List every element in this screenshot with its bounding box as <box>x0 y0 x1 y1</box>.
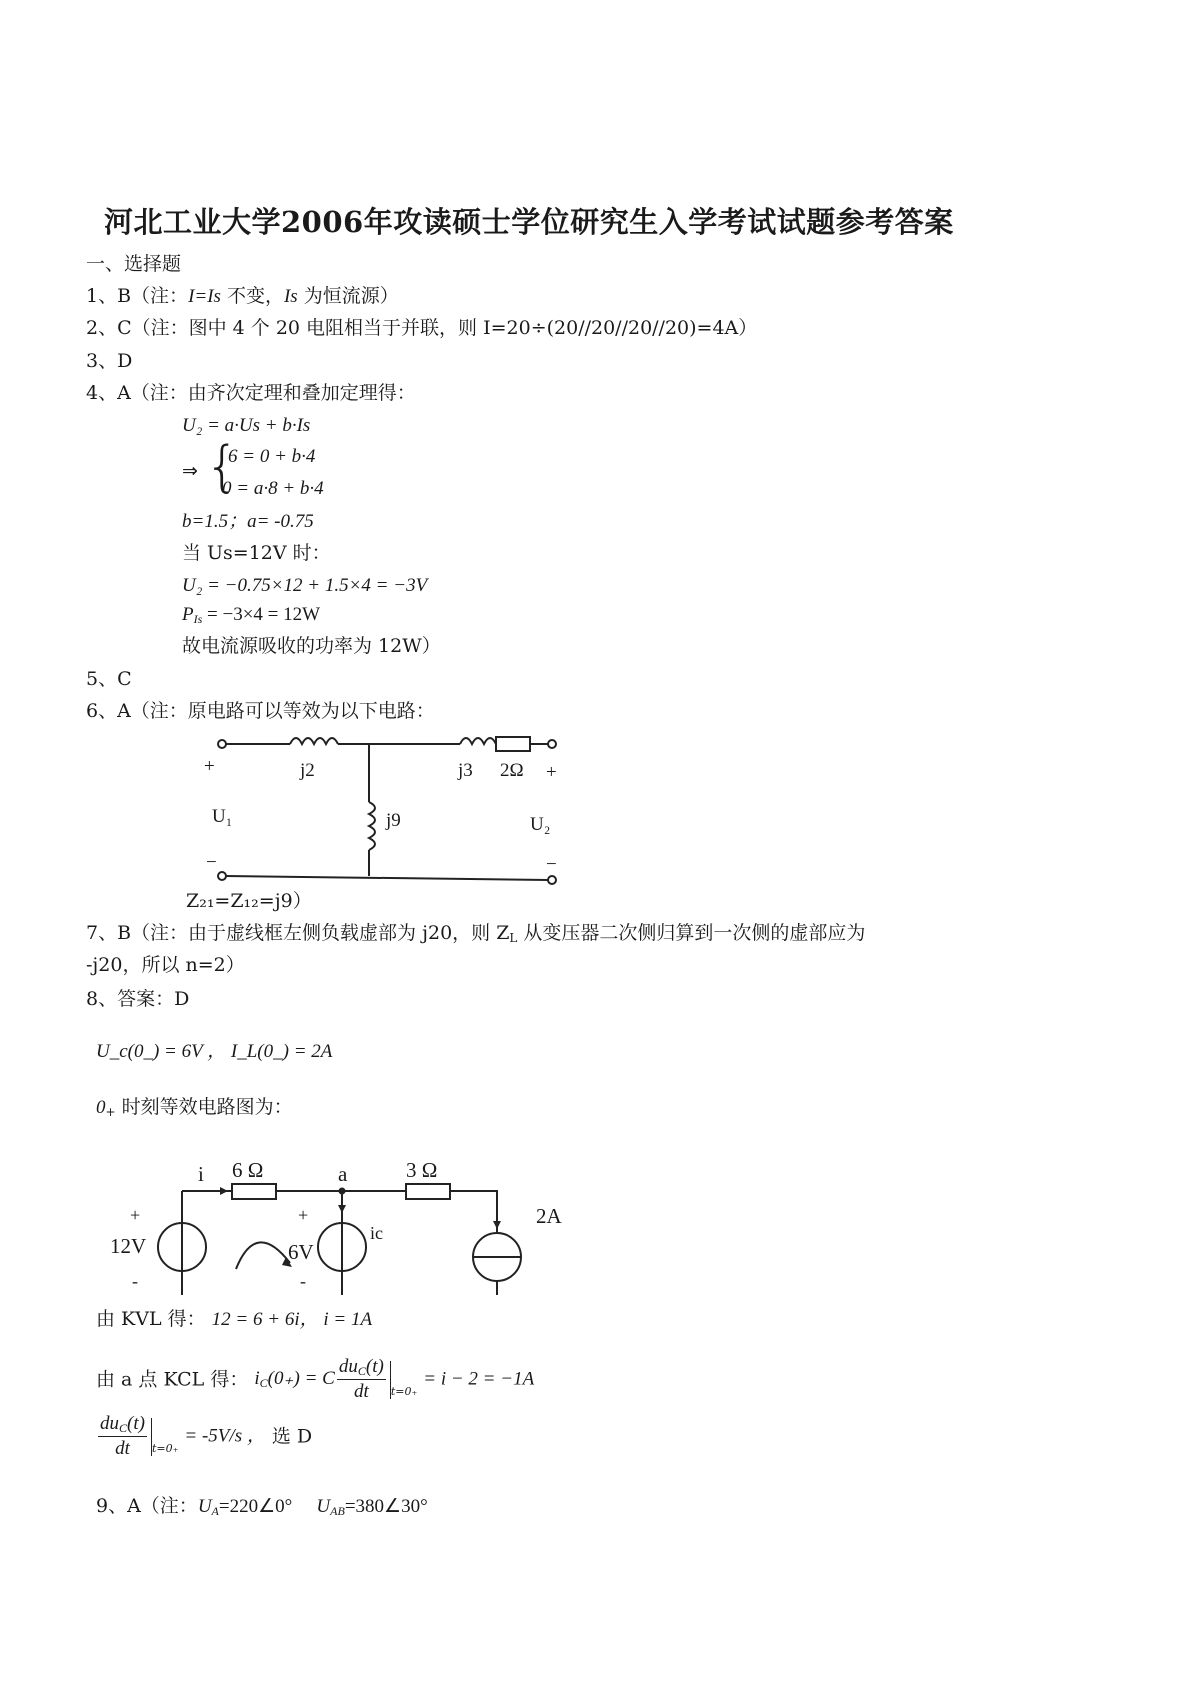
brace-icon: { <box>205 435 240 498</box>
label-u2: U₂ <box>530 814 551 835</box>
answer-4-implies: ⇒ <box>182 461 198 482</box>
terminal-top-left <box>218 740 226 748</box>
answer-1-label: 1、B（注： <box>86 285 189 307</box>
answer-4-sys1: 6 = 0 + b·4 <box>228 446 316 467</box>
kvl-label: 由 KVL 得： <box>96 1308 206 1330</box>
current-arrow-2a <box>493 1221 501 1229</box>
inductor-j9 <box>369 802 375 850</box>
answer-7-zl-sub: L <box>509 931 518 945</box>
node-a <box>339 1188 346 1195</box>
answer-6-label: 6、A（注：原电路可以等效为以下电路： <box>86 700 435 722</box>
uab-value: =380∠30° <box>344 1496 428 1517</box>
answer-7-line2: -j20，所以 n=2） <box>86 954 245 976</box>
minus-left: − <box>206 852 217 873</box>
eval-at: t=0₊ <box>390 1385 418 1399</box>
label-a: a <box>338 1162 348 1186</box>
answer-4-when: 当 Us=12V 时： <box>182 542 331 564</box>
frac-num: du <box>338 1356 358 1377</box>
derivative-fraction <box>337 1357 386 1403</box>
derivative-choice: 选 D <box>271 1425 313 1448</box>
uab-symbol: U <box>316 1496 331 1517</box>
answer-4-eq1: U₂ = a·Us + b·Is <box>182 415 311 436</box>
inductor-j2 <box>290 738 338 744</box>
label-6v: 6V <box>288 1240 314 1264</box>
ua-symbol: U <box>197 1496 212 1517</box>
label-u1: U₁ <box>212 806 233 827</box>
answer-7-line1-a: 7、B（注：由于虚线框左侧负载虚部为 j20，则 Z <box>86 922 510 944</box>
answer-4-eq3-sub: Is <box>193 612 203 626</box>
kcl-lhs: i <box>254 1368 260 1390</box>
answer-9 <box>96 1497 428 1517</box>
answer-4-eq3-p: P <box>182 604 194 625</box>
kcl-label: 由 a 点 KCL 得： <box>96 1368 249 1391</box>
answer-3: 3、D <box>86 350 133 372</box>
plus-12v: + <box>130 1205 141 1225</box>
label-j9: j9 <box>386 810 401 831</box>
answer-1-ieq: I=Is <box>188 286 221 307</box>
frac2-num-sub: C <box>119 1421 128 1435</box>
label-ic: ic <box>370 1223 383 1243</box>
answer-1-is: Is <box>283 286 298 307</box>
answer-2: 2、C（注：图中 4 个 20 电阻相当于并联，则 I=20÷(20//20//20//20)=4A） <box>86 317 758 339</box>
answer-1-text2: 为恒流源） <box>297 285 399 307</box>
label-2a: 2A <box>536 1204 562 1228</box>
answer-1 <box>86 287 399 306</box>
minus-6v: - <box>300 1271 306 1291</box>
label-12v: 12V <box>110 1234 147 1258</box>
frac2-num: du <box>100 1413 119 1434</box>
answer-4-result: b=1.5；a= -0.75 <box>182 511 314 532</box>
derivative-value: = -5V/s ， <box>184 1425 266 1447</box>
answer-4-eq3-rest: = −3×4 = 12W <box>202 604 321 625</box>
answer-8-kcl <box>96 1357 534 1403</box>
ua-sub: A <box>211 1504 219 1518</box>
label-3ohm: 3 Ω <box>406 1158 438 1182</box>
plus-right: + <box>546 762 557 783</box>
answer-9-label: 9、A（注： <box>96 1495 198 1517</box>
resistor-3ohm <box>406 1184 450 1199</box>
equivalent-circuit-diagram <box>100 1155 580 1295</box>
answer-8-initial-conditions: U_c(0_) = 6V ， I_L(0_) = 2A <box>96 1041 333 1062</box>
label-6ohm: 6 Ω <box>232 1158 264 1182</box>
frac-den: dt <box>353 1381 369 1403</box>
terminal-bottom-right <box>548 876 556 884</box>
label-j2: j2 <box>300 760 315 781</box>
section-heading: 一、选择题 <box>86 253 182 275</box>
answer-4-eq2: U₂ = −0.75×12 + 1.5×4 = −3V <box>182 575 428 596</box>
label-j3: j3 <box>458 760 473 781</box>
label-i: i <box>198 1162 204 1186</box>
current-arrow-i <box>220 1187 228 1195</box>
minus-right: − <box>546 854 557 875</box>
kcl-lhs-sub: C <box>259 1376 268 1391</box>
answer-8-eq-circuit-label <box>96 1098 293 1118</box>
answer-4-conclusion: 故电流源吸收的功率为 12W） <box>182 635 441 657</box>
two-port-circuit-diagram <box>190 728 570 888</box>
answer-4-eq3 <box>182 605 320 625</box>
answer-8-label: 8、答案：D <box>86 988 190 1010</box>
answer-6-z: Z₂₁=Z₁₂=j9） <box>186 890 312 912</box>
kcl-lhs-arg: (0₊) = C <box>267 1368 335 1390</box>
terminal-top-right <box>548 740 556 748</box>
answer-7-line1 <box>86 924 865 944</box>
answer-4-sys2: 0 = a·8 + b·4 <box>222 478 324 499</box>
minus-12v: - <box>132 1271 138 1291</box>
answer-8-derivative <box>96 1414 312 1460</box>
derivative-fraction-2 <box>98 1414 147 1460</box>
answer-1-text1: 不变， <box>220 285 284 307</box>
eq-circuit-text: 时刻等效电路图为： <box>115 1096 293 1118</box>
kvl-equation: 12 = 6 + 6i， i = 1A <box>211 1309 373 1330</box>
zero-plus-sub: + <box>105 1105 116 1119</box>
uab-sub: AB <box>330 1504 345 1518</box>
answer-7-line1-b: 从变压器二次侧归算到一次侧的虚部应为 <box>517 922 866 944</box>
current-arrow-ic <box>338 1205 346 1213</box>
eval-at-2: t=0₊ <box>151 1442 179 1456</box>
frac-num-sub: C <box>357 1364 366 1378</box>
frac2-den: dt <box>115 1438 130 1460</box>
terminal-bottom-left <box>218 872 226 880</box>
page-title: 河北工业大学2006年攻读硕士学位研究生入学考试试题参考答案 <box>104 205 954 239</box>
kcl-rhs: = i − 2 = −1A <box>423 1368 535 1390</box>
frac-num-arg: (t) <box>365 1356 384 1377</box>
zero-plus: 0 <box>96 1097 106 1118</box>
answer-5: 5、C <box>86 668 132 690</box>
ua-value: =220∠0° <box>218 1496 293 1517</box>
frac2-num-arg: (t) <box>127 1413 145 1434</box>
resistor-2ohm <box>496 737 530 751</box>
answer-8-kvl <box>96 1310 372 1329</box>
resistor-6ohm <box>232 1184 276 1199</box>
kvl-loop-arrow <box>236 1242 290 1269</box>
answer-4-label: 4、A（注：由齐次定理和叠加定理得： <box>86 382 416 404</box>
plus-6v: + <box>298 1205 309 1225</box>
label-2ohm: 2Ω <box>500 760 524 781</box>
plus-left: + <box>204 756 215 777</box>
